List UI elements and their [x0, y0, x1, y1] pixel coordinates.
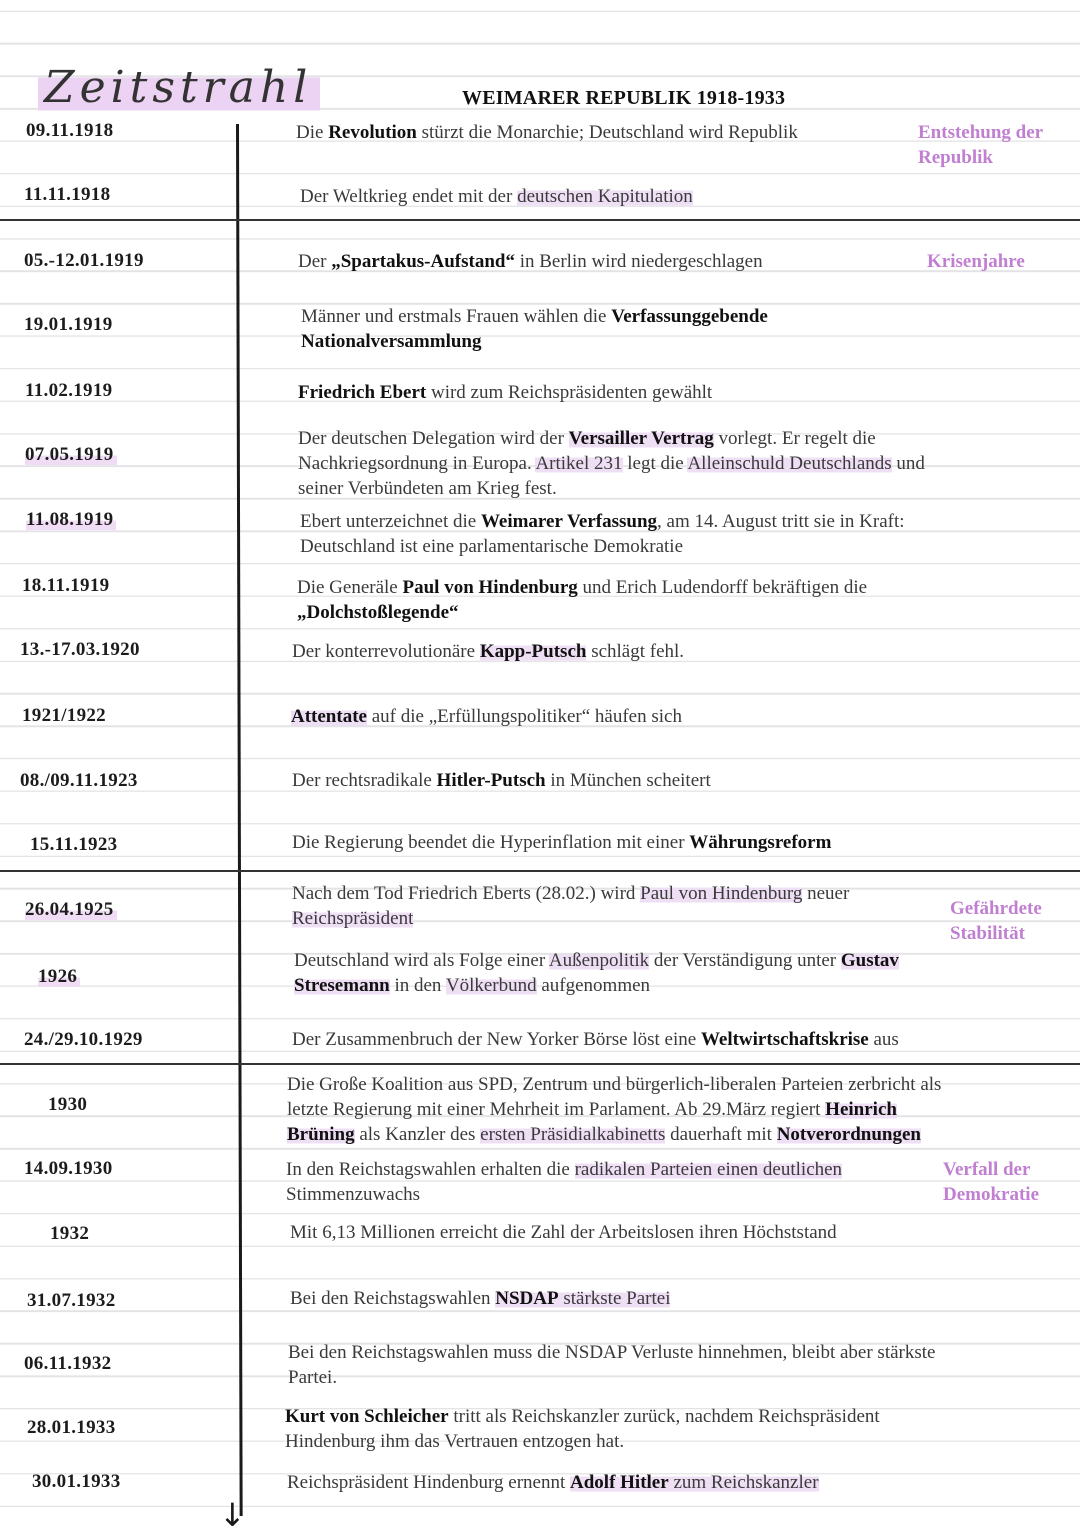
- event-date: 1926: [38, 966, 80, 988]
- event-date: 14.09.1930: [24, 1158, 113, 1179]
- event-text: Der deutschen Delegation wird der Versailler Vertrag vorlegt. Er regelt die Nachkriegsordnung in Europa. Artikel 231 legt die Alleinschuld Deutschlands und seiner Verbündeten am Krieg fest.: [298, 428, 925, 499]
- event-text: Bei den Reichstagswahlen NSDAP stärkste Partei: [290, 1288, 671, 1309]
- event-date: 13.-17.03.1920: [20, 639, 140, 660]
- event-date: 07.05.1919: [25, 444, 117, 466]
- event-text: Der Zusammenbruch der New Yorker Börse löst eine Weltwirtschaftskrise aus: [292, 1029, 899, 1050]
- event-text: Bei den Reichstagswahlen muss die NSDAP Verluste hinnehmen, bleibt aber stärkste Partei.: [288, 1342, 936, 1388]
- event-text: Der Weltkrieg endet mit der deutschen Kapitulation: [300, 186, 693, 207]
- event-date: 30.01.1933: [32, 1471, 121, 1492]
- event-date: 15.11.1923: [30, 834, 118, 855]
- event-text: Der konterrevolutionäre Kapp-Putsch schlägt fehl.: [292, 641, 685, 662]
- event-date: 28.01.1933: [27, 1417, 116, 1438]
- phase-label-entstehung: Entstehung der Republik: [918, 122, 1044, 168]
- event-date: 08./09.11.1923: [20, 770, 138, 791]
- event-date: 06.11.1932: [24, 1353, 112, 1374]
- event-date: 24./29.10.1929: [24, 1029, 143, 1050]
- event-date: 26.04.1925: [25, 899, 117, 921]
- event-text: Der rechtsradikale Hitler-Putsch in München scheitert: [292, 770, 711, 791]
- event-date: 05.-12.01.1919: [24, 250, 144, 271]
- event-date: 09.11.1918: [26, 120, 114, 141]
- page-title: WEIMARER REPUBLIK 1918-1933: [462, 87, 786, 109]
- event-text: In den Reichstagswahlen erhalten die radikalen Parteien einen deutlichen Stimmenzuwachs: [286, 1159, 843, 1205]
- event-text: Deutschland wird als Folge einer Außenpolitik der Verständigung unter Gustav Stresemann in den Völkerbund aufgenommen: [294, 950, 899, 996]
- event-date: 18.11.1919: [22, 575, 110, 596]
- script-title: Zeitstrahl: [38, 62, 320, 113]
- event-text: Kurt von Schleicher tritt als Reichskanzler zurück, nachdem Reichspräsident Hindenburg ihm das Vertrauen entzogen hat.: [285, 1406, 880, 1452]
- event-text: Reichspräsident Hindenburg ernennt Adolf Hitler zum Reichskanzler: [287, 1472, 819, 1493]
- event-date: 1930: [48, 1094, 88, 1115]
- event-text: Ebert unterzeichnet die Weimarer Verfassung, am 14. August tritt sie in Kraft: Deutschland ist eine parlamentarische Demokratie: [300, 511, 905, 557]
- event-text: Friedrich Ebert wird zum Reichspräsidenten gewählt: [298, 382, 713, 403]
- phase-label-verfall: Verfall der Demokratie: [943, 1159, 1040, 1205]
- event-text: Die Große Koalition aus SPD, Zentrum und bürgerlich-liberalen Parteien zerbricht als letzte Regierung mit einer Mehrheit im Parlament. Ab 29.März regiert Heinrich Brüning als Kanzler des ersten Präsidialkabinetts dauerhaft mit Notverordnungen: [287, 1074, 942, 1145]
- period-divider: [0, 870, 1080, 872]
- event-text: Männer und erstmals Frauen wählen die Verfassunggebende Nationalversammlung: [301, 306, 768, 352]
- event-text: Die Revolution stürzt die Monarchie; Deutschland wird Republik: [296, 122, 798, 143]
- event-text: Die Regierung beendet die Hyperinflation mit einer Währungsreform: [292, 832, 832, 853]
- event-date: 11.02.1919: [25, 380, 113, 401]
- event-text: Nach dem Tod Friedrich Eberts (28.02.) wird Paul von Hindenburg neuer Reichspräsident: [292, 883, 850, 929]
- event-date: 1921/1922: [22, 705, 106, 726]
- timeline-axis: [236, 124, 242, 1516]
- event-text: Der „Spartakus-Aufstand“ in Berlin wird niedergeschlagen: [298, 251, 763, 272]
- period-divider: [0, 1063, 1080, 1065]
- event-date: 19.01.1919: [24, 314, 113, 335]
- event-text: Die Generäle Paul von Hindenburg und Erich Ludendorff bekräftigen die „Dolchstoßlegende“: [297, 577, 868, 623]
- arrow-down-icon: ↓: [219, 1496, 246, 1534]
- phase-label-krisenjahre: Krisenjahre: [927, 251, 1025, 272]
- event-text: Mit 6,13 Millionen erreicht die Zahl der Arbeitslosen ihren Höchststand: [290, 1222, 837, 1243]
- event-date: 31.07.1932: [27, 1290, 116, 1311]
- event-text: Attentate auf die „Erfüllungspolitiker“ häufen sich: [291, 706, 682, 727]
- event-date: 1932: [50, 1223, 90, 1244]
- event-date: 11.11.1918: [24, 184, 111, 205]
- period-divider: [0, 219, 1080, 221]
- phase-label-stabilitaet: Gefährdete Stabilität: [950, 898, 1042, 944]
- event-date: 11.08.1919: [26, 509, 116, 531]
